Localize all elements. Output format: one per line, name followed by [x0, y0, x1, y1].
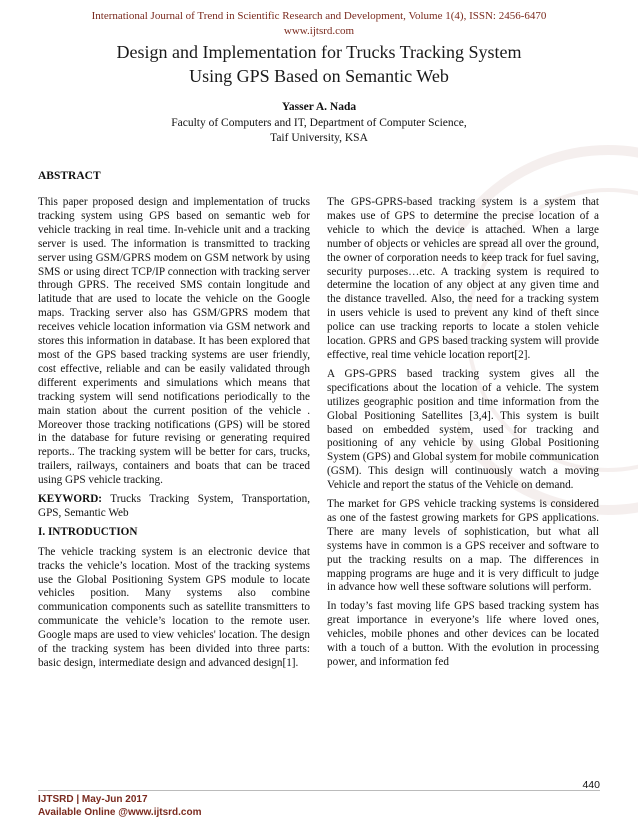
body-paragraph: The GPS-GPRS-based tracking system is a system that makes use of GPS to determine the precise location of a vehicle to which the device is attached. When a large number of objects or vehicles are spread all over the ground, the owner of corporation needs to keep track for fuel saving, security purposes…etc. A tracking system is required to determine the location of any object at any given time and the distance travelled. Also, the need for a tracking system in users vehicle is used to prevent any kind of theft since police can use tracking reports to locate a stolen vehicle location. GPRS and GPS based tracking system will provide effective, real time vehicle location report[2].	[327, 196, 599, 361]
paper-title	[60, 40, 578, 88]
body-paragraph: In today’s fast moving life GPS based tracking system has great importance in everyone’s life where loved ones, vehicles, mobile phones and other devices can be located with a touch of a button. With the evolution in processing power, and information fed	[327, 600, 599, 668]
left-column	[38, 196, 310, 676]
introduction-text: The vehicle tracking system is an electronic device that tracks the vehicle’s location. Most of the tracking systems use the Global Positioning System GPS module to locate vehicles position. Many systems also combine communication components such as satellite transmitters to communicate the vehicle’s location to the remote user. Google maps are used to view vehicles' location. The design of the tracking system has been divided into three parts: basic design, intermediate design and advanced design[1].	[38, 545, 310, 669]
body-paragraph: A GPS-GPRS based tracking system gives all the specifications about the location of a vehicle. The system utilizes geographic position and time information from the Global Positioning Satellites [3,4]. This system is built based on embedded system, used for tracking and positioning of any vehicle by using Global Positioning System (GPS) and Global system for mobile communication (GSM). This design will continuously watch a moving Vehicle and report the status of the Vehicle on demand.	[327, 367, 599, 492]
footer-availability[interactable]: Available Online @www.ijtsrd.com	[38, 807, 202, 818]
author-name: Yasser A. Nada	[281, 101, 357, 113]
abstract-text: This paper proposed design and implementation of trucks tracking system using GPS based on semantic web for vehicle tracking in real time. In-vehicle unit and a tracking server is used. The information is transmitted to tracking server using GSM/GPRS modem on GSM network by using SMS or using direct TCP/IP connection with tracking server through GPRS. The received SMS contain longitude and latitude that are used to locate the vehicle on the Google maps. Tracking server also has GSM/GPRS modem that receives vehicle location information via GSM network and stores this information in database. It has been explored that most of the GPS based tracking systems are user friendly, cost effective, reliable and can be easily validated through different experiments and simulations which means that tracking system will send notifications periodically to the main station about the current position of the vehicle . Moreover those tracking notifications (GPS) will be stored in the database for future revising or generating required reports.. The tracking system will be better for cars, trucks, trailers, railways, containers and boats that can be traced using GPS vehicle tracking.	[38, 196, 310, 487]
abstract-heading: ABSTRACT	[38, 170, 101, 182]
body-paragraph: The market for GPS vehicle tracking systems is considered as one of the fastest growing markets for GPS applications. There are many levels of sophistication, but what all systems have in common is a GPS receiver and software to put the tracking results on a map. The differences in mapping programs are huge and it is very difficult to judge in advance how well these software solutions will perform.	[327, 498, 599, 594]
right-column	[327, 196, 599, 675]
author-affiliation	[80, 116, 558, 146]
journal-url[interactable]: www.ijtsrd.com	[283, 25, 355, 37]
footer-issue: IJTSRD | May-Jun 2017	[38, 794, 148, 805]
page-number: 440	[582, 779, 600, 791]
paper-title-line-1: Design and Implementation for Trucks Tracking System	[116, 42, 522, 62]
keywords	[38, 493, 310, 521]
paper-title-line-2: Using GPS Based on Semantic Web	[189, 66, 449, 86]
introduction-heading: I. INTRODUCTION	[38, 525, 138, 538]
keywords-label: KEYWORD:	[38, 493, 103, 506]
affiliation-line-2: Taif University, KSA	[270, 132, 368, 144]
keywords-text: Trucks Tracking System, Transportation, GPS, Semantic Web	[38, 493, 310, 519]
footer-divider	[38, 790, 600, 791]
journal-header: International Journal of Trend in Scientific Research and Development, Volume 1(4), ISSN: 2456-6470	[91, 10, 547, 22]
affiliation-line-1: Faculty of Computers and IT, Department of Computer Science,	[171, 117, 467, 129]
